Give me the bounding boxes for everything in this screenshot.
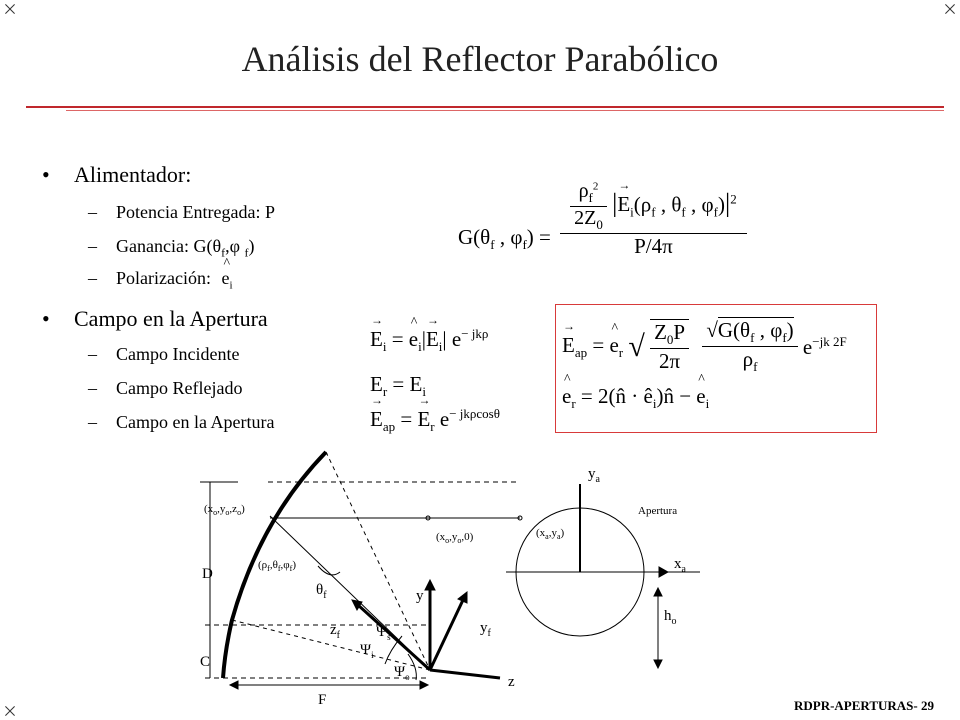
label-psi-s: $\Psi_s$ xyxy=(376,624,391,642)
corner-mark-top-left xyxy=(3,2,17,16)
sub-label: Campo Incidente xyxy=(116,344,240,364)
bullet-label: Campo en la Apertura xyxy=(74,306,268,331)
f-arrow-right xyxy=(420,681,428,689)
label-z: z xyxy=(508,674,515,690)
sub-label: Potencia Entregada: P xyxy=(116,202,275,222)
theta-arc xyxy=(318,566,340,575)
sub-campo-incidente: – Campo Incidente xyxy=(88,344,240,364)
sub-ganancia: – Ganancia: $G(\theta_f,\varphi$ $_f$) xyxy=(88,236,255,260)
gain-lhs: G(θ xyxy=(458,225,491,250)
z-axis xyxy=(430,670,500,678)
label-apertura: Apertura xyxy=(638,505,678,517)
label-f: F xyxy=(318,692,327,708)
label-xa-ya: $(x_a,y_a)$ xyxy=(536,527,565,541)
title-rule xyxy=(26,106,944,108)
label-yf: $y_f$ xyxy=(480,620,491,639)
sub-label: Campo en la Apertura xyxy=(116,412,275,432)
incident-field-equation: → $E_i$ = ^ $e_i|\to E_i|$ $e^{- jk\rho}$ xyxy=(370,326,488,355)
eap-g: G(θ xyxy=(717,318,751,342)
sub-label: Campo Reflejado xyxy=(116,378,243,398)
title-rule-thin xyxy=(66,110,944,111)
incident-exponent: − jkρ xyxy=(461,326,489,341)
label-xo-yo-0: $(x_o,y_o,0)$ xyxy=(436,531,474,545)
er-rhs: = 2(n̂ · ê xyxy=(580,384,653,408)
label-c: C xyxy=(200,654,211,670)
ho-arrow-up xyxy=(654,588,662,596)
ei-lhs: → E xyxy=(370,327,383,351)
corner-mark-top-right xyxy=(943,2,957,16)
label-psi-i: $\Psi_i$ xyxy=(360,642,374,660)
label-ya: $y_a$ xyxy=(588,466,600,485)
label-rho-theta-phi: $(\rho_f,\theta_f,\varphi_f)$ xyxy=(258,559,296,573)
label-ho: $h_o$ xyxy=(664,608,677,627)
slide-footer: RDPR-APERTURAS- 29 xyxy=(793,698,934,713)
eap-p: P xyxy=(673,320,686,345)
gain-const: 2Z xyxy=(574,207,597,229)
label-zf: $z_f$ xyxy=(330,622,341,641)
label-psi-o: $\Psi_o$ xyxy=(394,664,410,682)
sub-polarizacion: – Polarización: ^ $e_i$ xyxy=(88,268,233,292)
sub-label: Ganancia: G(θ xyxy=(116,236,222,256)
sub-campo-en-apertura: – Campo en la Apertura xyxy=(88,412,275,432)
gain-equation: $G(\theta_f$ , $\varphi_f$) = $\frac{\rho_f^2}{2Z_0}$ |→ $E_i(\rho_f$ , $\theta_f$ , $\varphi_f)|^2$ P/4π xyxy=(458,180,747,259)
slide-title: Análisis del Reflector Parabólico xyxy=(241,39,719,79)
sub-potencia: – Potencia Entregada: P xyxy=(88,202,275,222)
label-d: D xyxy=(202,566,213,582)
bullet-label: Alimentador: xyxy=(74,162,192,187)
f-arrow-left xyxy=(230,681,238,689)
reflected-exponent: − jkρcosθ xyxy=(449,406,500,421)
ho-arrow-down xyxy=(654,660,662,668)
label-xa: $x_a$ xyxy=(674,556,686,575)
bullet-campo-apertura: • Campo en la Apertura xyxy=(42,306,268,331)
label-xo-yo-zo: $(x_o,y_o,z_o)$ xyxy=(204,503,245,517)
eap-sqrt-den: 2π xyxy=(659,349,681,374)
corner-mark-bottom-left xyxy=(3,704,17,718)
reflected-field-equation: $E_r = E_i$ xyxy=(370,372,426,400)
reflector-geometry-diagram xyxy=(180,440,720,710)
label-theta-f: $\theta_f$ xyxy=(316,582,327,601)
sub-label: Polarización: xyxy=(116,268,211,288)
eap-exponent: −jk 2F xyxy=(812,333,847,349)
sub-campo-reflejado: – Campo Reflejado xyxy=(88,378,243,398)
y-axis-arrow xyxy=(425,580,435,590)
bullet-alimentador: • Alimentador: xyxy=(42,162,192,187)
aperture-field-equation: → $E_{ap}$ = → $E_r$ $e^{- jk\rho cos\theta}$ xyxy=(370,406,500,435)
zf-axis xyxy=(358,605,430,670)
yf-axis xyxy=(430,600,463,670)
label-y: y xyxy=(416,588,424,604)
er-expression: ^ $e_r$ = 2(n̂ · $ê_i)n̂$ − ^ $e_i$ xyxy=(562,384,709,412)
eap-expression: → $E_{ap}$ = ^ $e_r$ √ $\frac{Z_0P}{2\pi}$ $\frac{√G(\theta_f , \varphi_f)}{\rho_f}$ $e^{-jk 2F}$ xyxy=(562,318,847,375)
eap-z: Z xyxy=(654,320,667,345)
gain-denominator: P/4π xyxy=(634,234,673,258)
yf-axis-arrow xyxy=(458,592,467,603)
